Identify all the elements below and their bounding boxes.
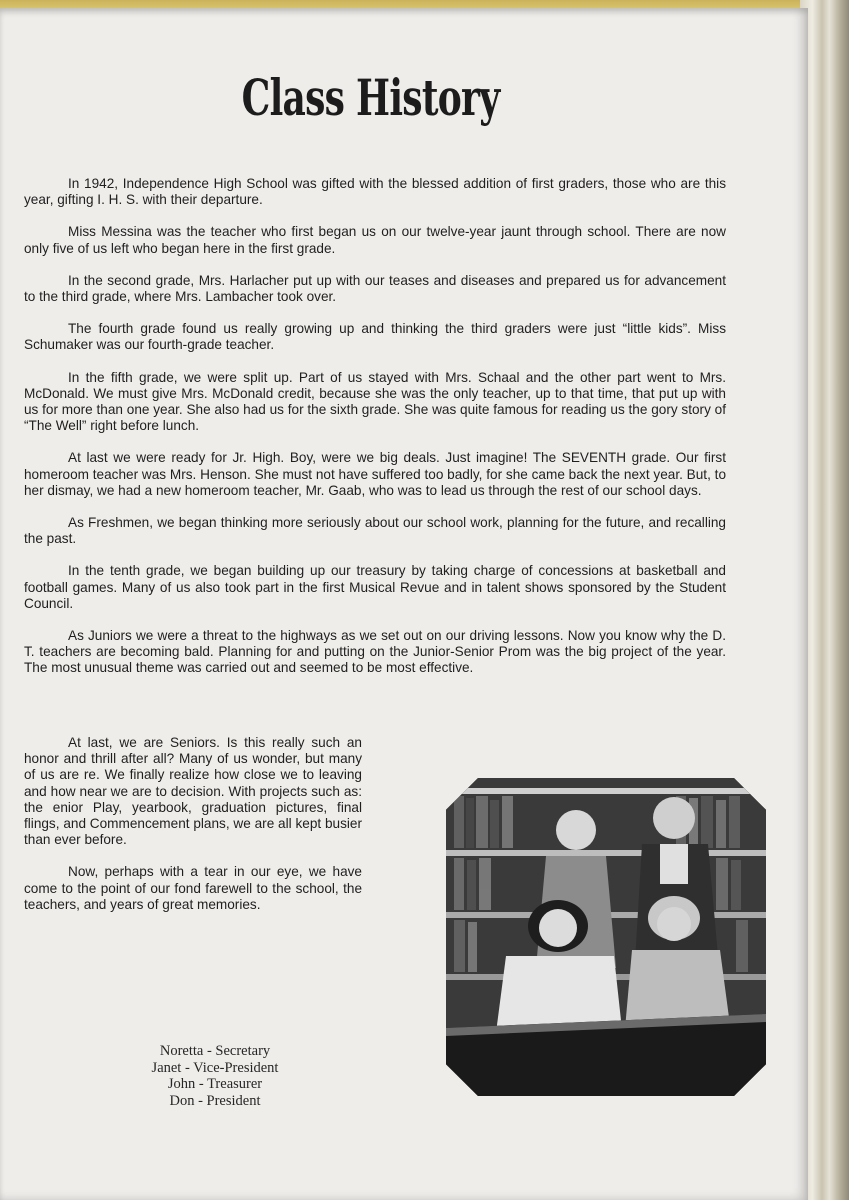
officer-vice-president: Janet - Vice-President [151, 1059, 279, 1076]
paragraph: In the tenth grade, we began building up our treasury by taking charge of concessions at basketball and football games. Many of us also took part in the first Musical Revue and in talent shows sponsored by the Student Council. [24, 563, 726, 611]
paragraph: Miss Messina was the teacher who first began us on our twelve-year jaunt through school. There are now only five of us left who began here in the first grade. [24, 224, 726, 256]
class-officers-photo [446, 778, 766, 1096]
seniors-text-column [24, 735, 362, 929]
paragraph: As Juniors we were a threat to the highways as we set out on our driving lessons. Now you know why the D. T. teachers are becoming bald. Planning for and putting on the Junior-Senior Prom was the big project of the year. The most unusual theme was carried out and seemed to be most effective. [24, 628, 726, 676]
paragraph: In 1942, Independence High School was gifted with the blessed addition of first graders, those who are this year, gifting I. H. S. with their departure. [24, 176, 726, 208]
paragraph: At last, we are Seniors. Is this really such an honor and thrill after all? Many of us wonder, but many of us are re. We finally realize how close we to leaving and how near we are to decision. With projects such as: the enior Play, yearbook, graduation pictures, final flings, and Commencement plans, we are all kept busier than ever before. [24, 735, 362, 848]
paragraph: At last we were ready for Jr. High. Boy, were we big deals. Just imagine! The SEVENTH grade. Our first homeroom teacher was Mrs. Henson. She must not have suffered too badly, for she came back the next year. But, to her dismay, we had a new homeroom teacher, Mr. Gaab, who was to lead us through the rest of our school days. [24, 450, 726, 498]
paragraph: Now, perhaps with a tear in our eye, we have come to the point of our fond farewell to the school, the teachers, and years of great memories. [24, 864, 362, 912]
class-officers-list [90, 1043, 340, 1109]
paragraph: In the second grade, Mrs. Harlacher put up with our teases and diseases and prepared us for advancement to the third grade, where Mrs. Lambacher took over. [24, 272, 726, 305]
class-history-text [24, 176, 726, 693]
page-title: Class History [241, 68, 500, 127]
officer-president: Don - President [169, 1092, 261, 1109]
officer-secretary: Noretta - Secretary [159, 1043, 271, 1059]
officer-treasurer: John - Treasurer [167, 1076, 263, 1092]
paragraph: The fourth grade found us really growing up and thinking the third graders were just “little kids”. Miss Schumaker was our fourth-grade teacher. [24, 321, 726, 353]
paragraph: In the fifth grade, we were split up. Part of us stayed with Mrs. Schaal and the other part went to Mrs. McDonald. We must give Mrs. McDonald credit, because she was the only teacher, up to that time, that put up with us for more than one year. She also had us for the sixth grade. She was quite famous for reading us the gory story of “The Well” right before lunch. [24, 369, 726, 434]
paragraph: As Freshmen, we began thinking more seriously about our school work, planning for the future, and recalling the past. [24, 515, 726, 547]
